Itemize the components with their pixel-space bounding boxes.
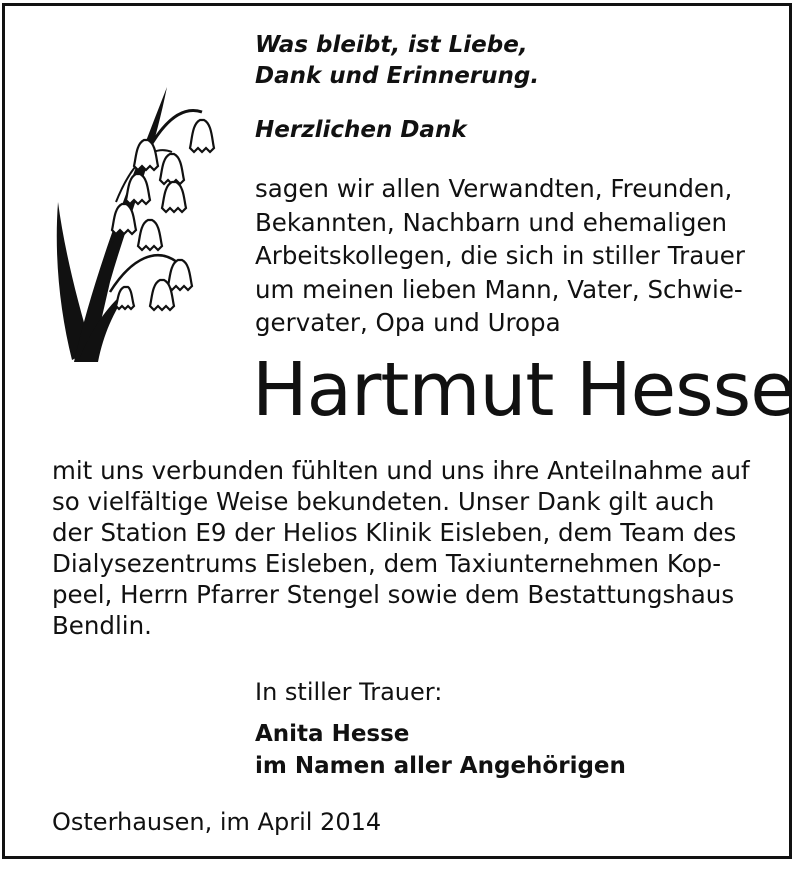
body-line: peel, Herrn Pfarrer Stengel sowie dem Bestattungshaus — [52, 580, 735, 609]
signers — [255, 718, 626, 782]
intro-paragraph — [255, 172, 775, 340]
intro-line: Bekannten, Nachbarn und ehemaligen — [255, 207, 728, 237]
intro-line: um meinen lieben Mann, Vater, Schwie- — [255, 274, 743, 304]
motto-line: Was bleibt, ist Liebe, — [255, 32, 528, 58]
thanks-heading: Herzlichen Dank — [255, 117, 467, 143]
intro-line: gervater, Opa und Uropa — [255, 308, 561, 337]
body-line: Bendlin. — [52, 611, 152, 640]
body-line: so vielfältige Weise bekundeten. Unser Dank gilt auch — [52, 487, 715, 516]
place-date: Osterhausen, im April 2014 — [52, 808, 382, 836]
motto — [255, 30, 539, 92]
signer-name: Anita Hesse — [255, 721, 410, 747]
motto-line: Dank und Erinnerung. — [255, 63, 540, 89]
body-line: der Station E9 der Helios Klinik Eisleben, dem Team des — [52, 518, 737, 547]
signature-intro: In stiller Trauer: — [255, 678, 443, 706]
intro-line: sagen wir allen Verwandten, Freunden, — [255, 174, 733, 203]
signer-note: im Namen aller Angehörigen — [255, 753, 626, 779]
deceased-name: Hartmut Hesse — [252, 347, 795, 433]
body-line: mit uns verbunden fühlten und uns ihre Anteilnahme auf — [52, 456, 750, 485]
body-paragraph — [52, 455, 752, 641]
intro-line: Arbeitskollegen, die sich in stiller Trauer — [255, 241, 745, 270]
body-line: Dialysezentrums Eisleben, dem Taxiunternehmen Kop- — [52, 549, 722, 578]
lily-of-the-valley-icon — [52, 82, 222, 367]
